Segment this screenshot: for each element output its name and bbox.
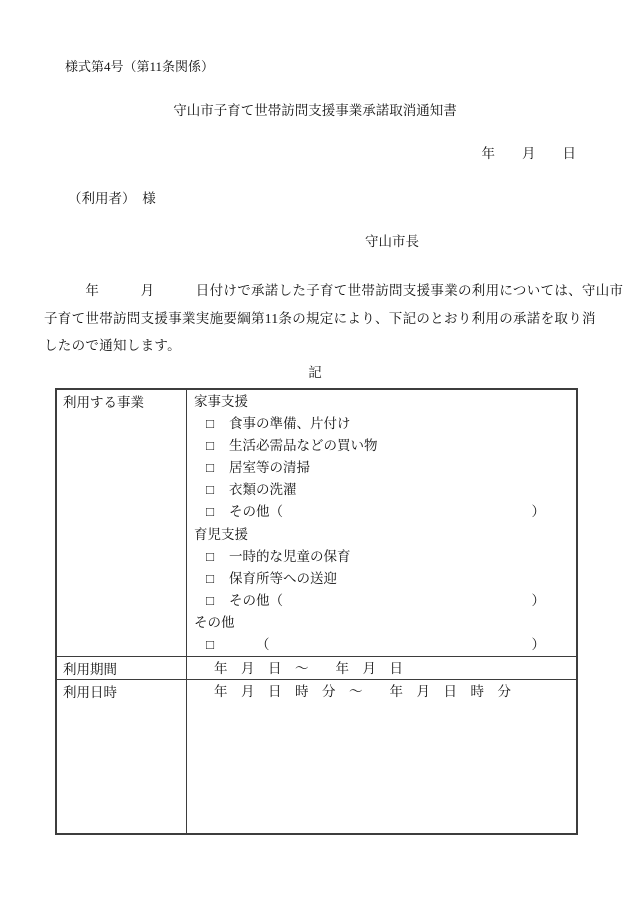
recipient-line: （利用者） 様 xyxy=(68,191,156,206)
service-item-cleaning xyxy=(187,457,576,479)
period-value: 年 月 日 ～ 年 月 日 xyxy=(214,661,403,676)
service-item-label: 衣類の洗濯 xyxy=(229,482,297,498)
checkbox-icon: □ xyxy=(206,416,215,432)
service-item-label: 居室等の清掃 xyxy=(229,460,310,476)
checkbox-icon: □ xyxy=(206,592,215,608)
service-item-label: 保育所等への送迎 xyxy=(229,570,337,586)
body-line: 年 月 日付けで承諾した子育て世帯訪問支援事業の利用については、守山市 xyxy=(44,283,624,298)
row-header-service: 利用する事業 xyxy=(57,390,187,656)
table-row-service xyxy=(57,390,576,656)
checkbox-icon: □ xyxy=(206,570,215,586)
service-item-laundry xyxy=(187,479,576,501)
table-row-period xyxy=(57,656,576,679)
paren-close: ） xyxy=(531,504,545,520)
service-item-label: 生活必需品などの買い物 xyxy=(229,438,378,454)
details-table xyxy=(55,388,578,835)
date-line: 年 月 日 xyxy=(481,146,576,161)
body-line: したので通知します。 xyxy=(44,338,181,353)
service-item-meal xyxy=(187,413,576,435)
service-item-label: 一時的な児童の保育 xyxy=(229,548,351,564)
service-item-label: その他（ xyxy=(229,592,283,608)
service-item-label: （ xyxy=(256,637,270,653)
service-item-label: 食事の準備、片付け xyxy=(229,416,351,432)
checkbox-icon: □ xyxy=(206,482,215,498)
service-item-childcare xyxy=(187,546,576,568)
checkbox-icon: □ xyxy=(206,548,215,564)
body-line: 子育て世帯訪問支援事業実施要綱第11条の規定により、下記のとおり利用の承諾を取り消 xyxy=(44,310,596,326)
row-header-datetime: 利用日時 xyxy=(57,680,187,833)
sender-line: 守山市長 xyxy=(365,234,419,249)
service-item-kaji-other xyxy=(187,501,576,523)
service-item-other-blank xyxy=(187,634,576,656)
service-item-ikuji-other xyxy=(187,590,576,612)
paren-close: ） xyxy=(531,637,545,653)
service-group-title-kaji: 家事支援 xyxy=(194,394,248,409)
body-paragraph xyxy=(44,277,624,360)
checkbox-icon: □ xyxy=(206,460,215,476)
form-number: 様式第4号（第11条関係） xyxy=(65,59,215,74)
service-cell xyxy=(187,390,576,656)
service-item-shopping xyxy=(187,435,576,457)
service-item-label: その他（ xyxy=(229,504,283,520)
checkbox-icon: □ xyxy=(206,637,215,653)
row-header-period: 利用期間 xyxy=(57,657,187,679)
checkbox-icon: □ xyxy=(206,438,215,454)
section-marker: 記 xyxy=(308,365,322,380)
document-title: 守山市子育て世帯訪問支援事業承諾取消通知書 xyxy=(173,103,457,118)
paren-close: ） xyxy=(531,592,545,608)
table-row-datetime xyxy=(57,679,576,833)
checkbox-icon: □ xyxy=(206,504,215,520)
service-item-pickup xyxy=(187,568,576,590)
datetime-value: 年 月 日 時 分 ～ 年 月 日 時 分 xyxy=(214,684,511,699)
service-group-title-ikuji: 育児支援 xyxy=(194,526,248,542)
service-group-title-other: その他 xyxy=(194,614,235,630)
